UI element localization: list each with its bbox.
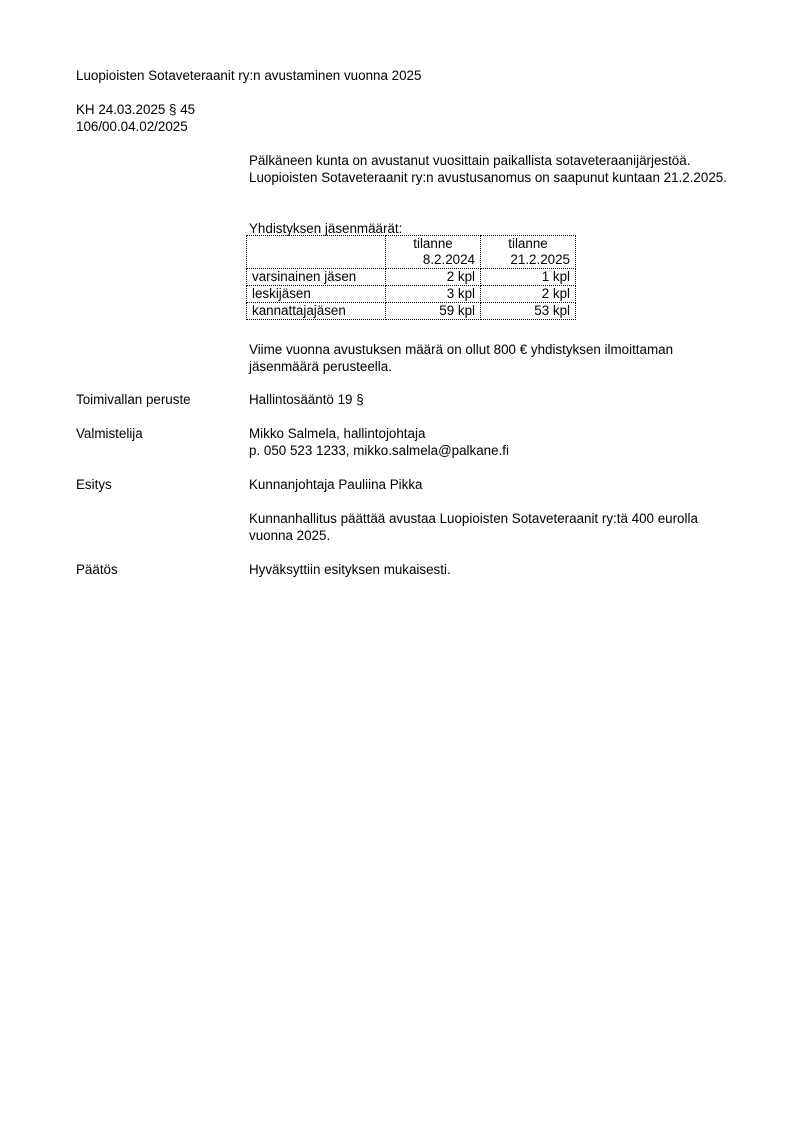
proposal-label: Esitys bbox=[76, 477, 112, 492]
header-2025-date: 21.2.2025 bbox=[510, 252, 570, 267]
members-table-header bbox=[247, 236, 576, 269]
proposal-by: Kunnanjohtaja Pauliina Pikka bbox=[249, 477, 423, 492]
preparer-name: Mikko Salmela, hallintojohtaja bbox=[249, 426, 426, 441]
preparer-block bbox=[249, 425, 729, 459]
table-row bbox=[247, 303, 576, 320]
header-2024-line1: tilanne bbox=[413, 236, 453, 251]
table-row bbox=[247, 286, 576, 303]
proposal-text: Kunnanhallitus päättää avustaa Luopioisten Sotaveteraanit ry:tä 400 eurolla vuonna 2025. bbox=[249, 511, 698, 543]
intro-paragraph: Pälkäneen kunta on avustanut vuosittain paikallista sotaveteraanijärjestöä. Luopioisten Sotaveteraanit ry:n avustusanomus on saapunut kuntaan 21.2.2025. bbox=[249, 153, 727, 185]
count-2024: 2 kpl bbox=[386, 269, 481, 286]
record-number: 106/00.04.02/2025 bbox=[76, 119, 188, 134]
preparer-label: Valmistelija bbox=[76, 426, 143, 441]
header-cell-2025 bbox=[481, 236, 576, 269]
members-table bbox=[246, 235, 576, 320]
previous-grant-paragraph: Viime vuonna avustuksen määrä on ollut 800 € yhdistyksen ilmoittaman jäsenmäärä perusteella. bbox=[249, 342, 674, 374]
document-title: Luopioisten Sotaveteraanit ry:n avustaminen vuonna 2025 bbox=[76, 68, 422, 83]
authority-value: Hallintosääntö 19 § bbox=[249, 392, 364, 407]
member-type: kannattajajäsen bbox=[247, 303, 386, 320]
count-2025: 2 kpl bbox=[481, 286, 576, 303]
table-row bbox=[247, 269, 576, 286]
decision-value: Hyväksyttiin esityksen mukaisesti. bbox=[249, 562, 451, 577]
count-2024: 59 kpl bbox=[386, 303, 481, 320]
count-2025: 53 kpl bbox=[481, 303, 576, 320]
decision-label: Päätös bbox=[76, 562, 118, 577]
meeting-ref: KH 24.03.2025 § 45 bbox=[76, 102, 196, 117]
header-2025-line1: tilanne bbox=[508, 236, 548, 251]
member-type: leskijäsen bbox=[247, 286, 386, 303]
preparer-contact: p. 050 523 1233, mikko.salmela@palkane.fi bbox=[249, 443, 509, 458]
authority-label: Toimivallan peruste bbox=[76, 392, 191, 407]
header-2024-date: 8.2.2024 bbox=[422, 252, 475, 267]
count-2024: 3 kpl bbox=[386, 286, 481, 303]
member-type: varsinainen jäsen bbox=[247, 269, 386, 286]
header-cell-2024 bbox=[386, 236, 481, 269]
count-2025: 1 kpl bbox=[481, 269, 576, 286]
header-cell-type bbox=[247, 236, 386, 269]
meeting-reference bbox=[76, 101, 195, 135]
members-heading: Yhdistyksen jäsenmäärät: bbox=[249, 221, 403, 236]
